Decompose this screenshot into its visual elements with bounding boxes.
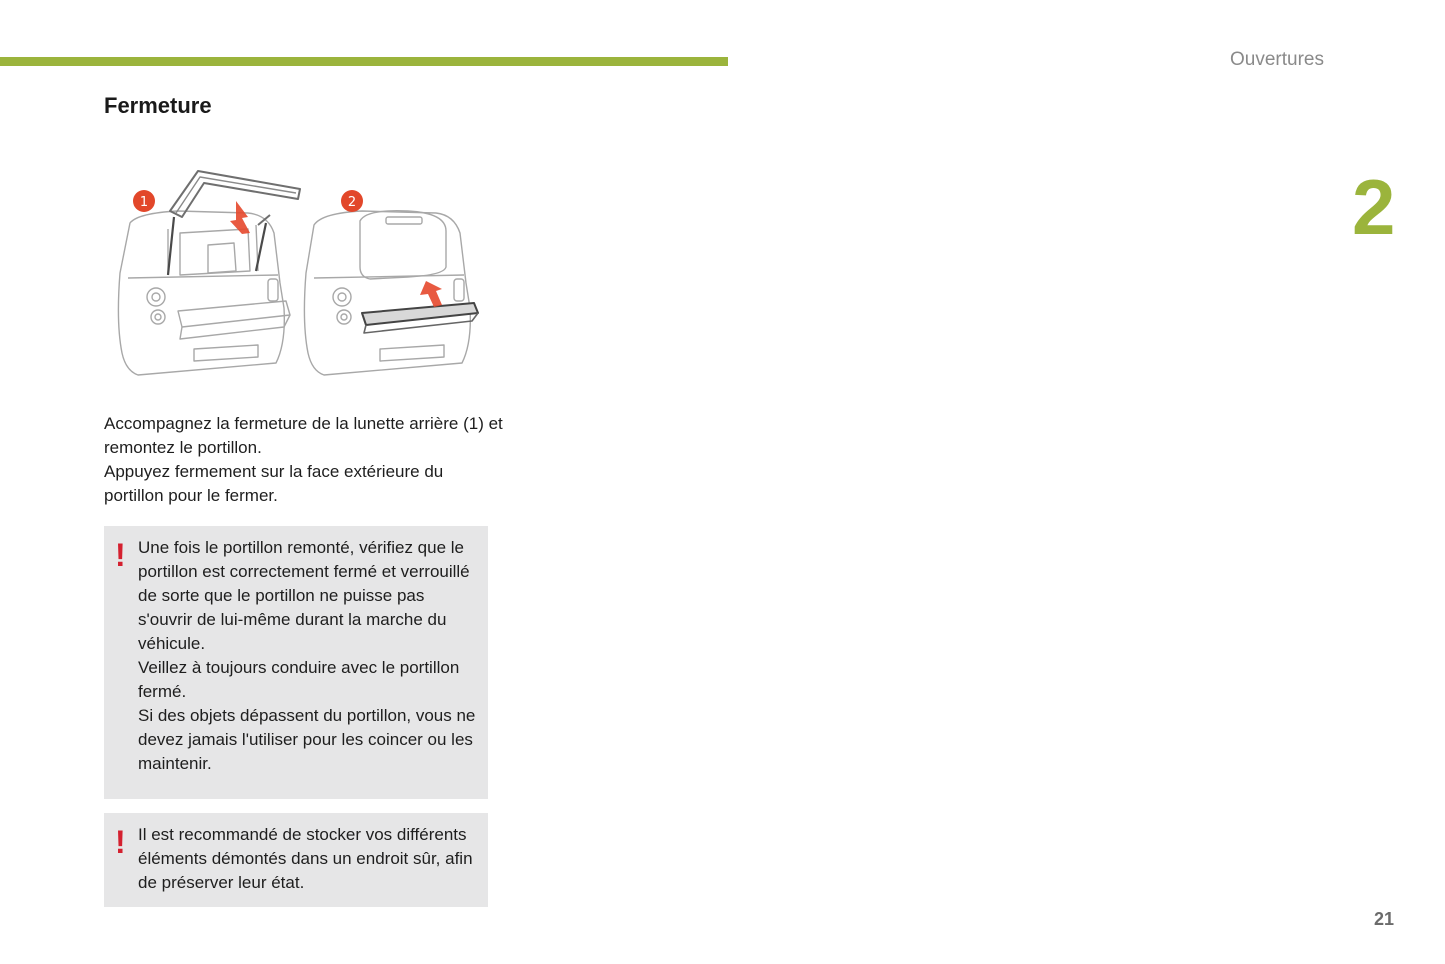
step-badge-2	[341, 190, 363, 212]
step-badge-1-label: 1	[139, 195, 149, 210]
warning-paragraph: Il est recommandé de stocker vos différents éléments démontés dans un endroit sûr, afin de préserver leur état.	[138, 825, 473, 892]
instructions-text	[104, 412, 504, 508]
tailgate-closing-illustration	[108, 163, 488, 385]
chapter-name: Ouvertures	[1230, 49, 1324, 70]
warning-box	[104, 526, 488, 799]
exclamation-icon: !	[115, 824, 126, 860]
exclamation-icon: !	[115, 537, 126, 573]
warning-paragraph: Une fois le portillon remonté, vérifiez que le portillon est correctement fermé et verrouillé de sorte que le portillon ne puisse pas s'ouvrir de lui-même durant la marche du véhicule.	[138, 538, 470, 653]
down-arrow-icon	[230, 201, 250, 234]
up-arrow-icon	[420, 281, 442, 307]
warning-box	[104, 813, 488, 907]
tailgate-closing-drawing	[108, 163, 488, 385]
warning-paragraph: Veillez à toujours conduire avec le portillon fermé.	[138, 658, 460, 701]
instruction-paragraph: Appuyez fermement sur la face extérieure du portillon pour le fermer.	[104, 462, 444, 505]
warning-paragraph: Si des objets dépassent du portillon, vous ne devez jamais l'utiliser pour les coincer ou les maintenir.	[138, 706, 476, 773]
step-badge-1	[133, 190, 155, 212]
section-title: Fermeture	[104, 93, 212, 118]
instruction-paragraph: Accompagnez la fermeture de la lunette arrière (1) et remontez le portillon.	[104, 414, 503, 457]
header-accent-rule	[0, 57, 728, 66]
step-badge-2-label: 2	[347, 195, 357, 210]
page-number: 21	[1374, 909, 1395, 929]
chapter-number: 2	[1352, 163, 1396, 251]
